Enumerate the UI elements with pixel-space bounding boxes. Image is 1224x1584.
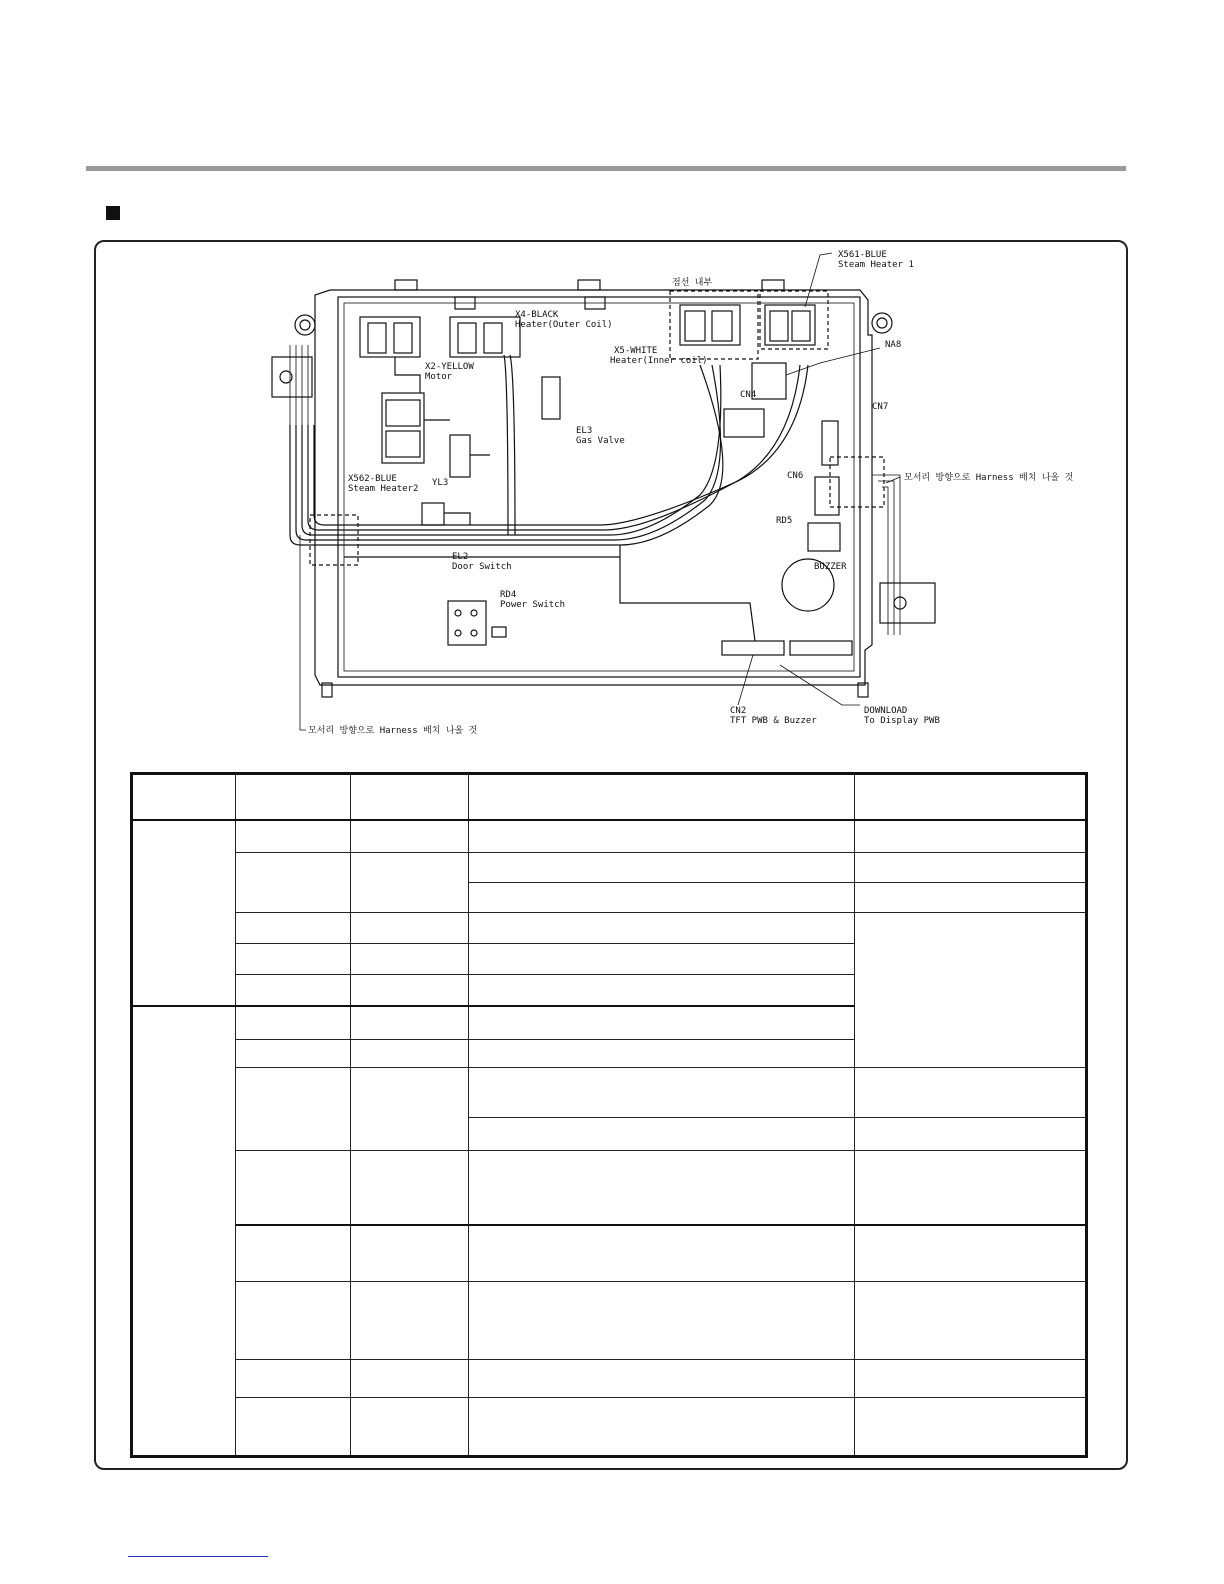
wiring-diagram <box>260 245 1074 745</box>
label-x4: X4-BLACK <box>515 310 559 320</box>
label-x561-sub: Steam Heater 1 <box>838 260 914 270</box>
label-cn2-sub: TFT PWB & Buzzer <box>730 716 817 726</box>
label-rd4-sub: Power Switch <box>500 600 566 610</box>
label-harness-right: 모서리 방향으로 Harness 배치 나올 것 <box>904 473 1074 483</box>
label-na8: NA8 <box>885 340 902 350</box>
label-el2-sub: Door Switch <box>452 562 512 572</box>
connector-cn4 <box>724 409 764 437</box>
connector-rd5 <box>808 523 840 551</box>
connector-cn2 <box>722 641 784 655</box>
footer-link-underline <box>128 1556 268 1557</box>
connector-download <box>790 641 852 655</box>
label-el3: EL3 <box>576 426 593 436</box>
label-download: DOWNLOAD <box>864 706 908 716</box>
connector-cn6 <box>815 477 839 515</box>
label-x4-sub: Heater(Outer Coil) <box>515 320 613 330</box>
label-cn7: CN7 <box>872 402 889 412</box>
mount-hole-top-right <box>872 313 892 333</box>
connector-el3 <box>542 377 560 419</box>
label-top-note: 점선 내부 <box>672 278 713 288</box>
label-el3-sub: Gas Valve <box>576 436 625 446</box>
connector-rd4 <box>448 601 486 645</box>
section-bullet-icon <box>106 206 120 220</box>
header-rule <box>86 166 1126 171</box>
connector-el2 <box>422 503 444 525</box>
connector-yl3 <box>450 435 470 477</box>
label-rd5: RD5 <box>776 516 793 526</box>
spec-table <box>130 772 1088 1458</box>
label-x2: X2-YELLOW <box>425 362 474 372</box>
label-download-sub: To Display PWB <box>864 716 940 726</box>
connector-na8 <box>752 363 786 399</box>
label-cn6: CN6 <box>787 471 804 481</box>
mount-hole-top-left <box>295 315 315 335</box>
label-buzzer: BUZZER <box>814 562 847 572</box>
label-x5-sub: Heater(Inner coil) <box>610 356 708 366</box>
label-x2-sub: Motor <box>425 372 453 382</box>
label-el2: EL2 <box>452 552 469 562</box>
label-cn4: CN4 <box>740 390 757 400</box>
label-x5: X5-WHITE <box>614 346 658 356</box>
label-x561: X561-BLUE <box>838 250 887 260</box>
label-harness-bottom: 모서리 방향으로 Harness 배치 나올 것 <box>308 726 478 736</box>
label-x562-sub: Steam Heater2 <box>348 484 419 494</box>
label-rd4: RD4 <box>500 590 517 600</box>
label-yl3: YL3 <box>432 478 449 488</box>
relay-x562 <box>382 393 424 463</box>
label-cn2: CN2 <box>730 706 747 716</box>
label-x562: X562-BLUE <box>348 474 397 484</box>
